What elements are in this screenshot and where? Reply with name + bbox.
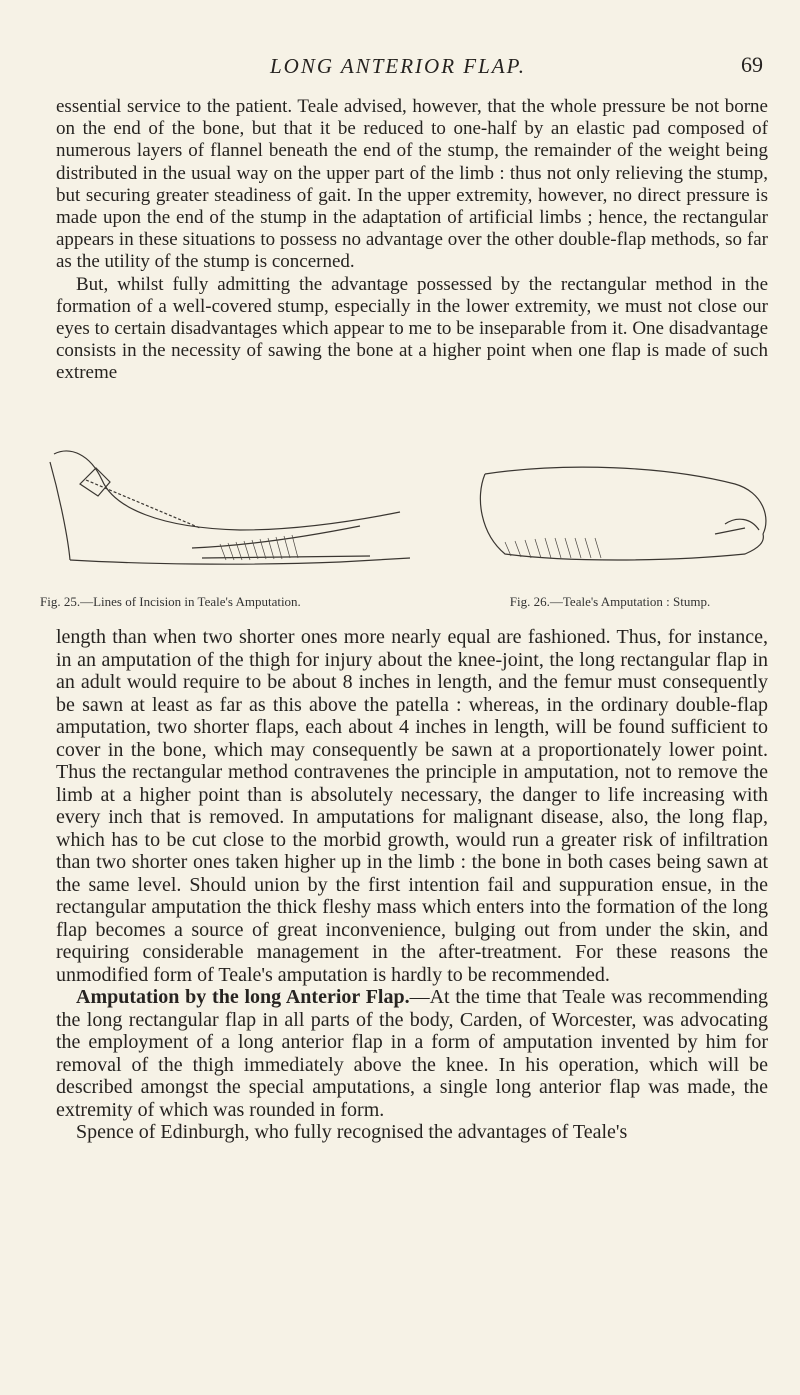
running-head — [0, 40, 800, 80]
figure-25 — [40, 438, 430, 610]
paragraph-amputation-long-anterior-flap — [56, 986, 768, 1121]
running-title: LONG ANTERIOR FLAP. — [270, 54, 526, 78]
stump-illustration — [445, 438, 775, 588]
incision-lines-illustration — [40, 438, 430, 588]
page-number: 69 — [741, 52, 763, 77]
section-heading: Amputation by the long Anterior Flap. — [76, 986, 410, 1008]
paragraph: essential service to the patient. Teale advised, however, that the whole pressure be not borne on the end of the bone, but that it be reduced to one-half by an elastic pad composed of numerous layers of flannel beneath the end of the stump, the remainder of the weight being distributed in the usual way on the upper part of the limb : thus not only relieving the stump, but securing greater steadiness of gait. In the upper extremity, however, no direct pressure is made upon the end of the stump in the adaptation of artificial limbs ; hence, the rectangular appears in these situations to possess no advantage over the other double-flap methods, so far as the utility of the stump is concerned. — [56, 96, 768, 273]
figure-26 — [445, 438, 775, 610]
section-text: —At the time that Teale was recommending the long rectangular flap in all parts of the body, Carden, of Worcester, was advocating the employment of a long anterior flap in a form of amputation invented by him for removal of the thigh immediately above the knee. In his operation, which will be described amongst the special amputations, a single long anterior flap was made, the extremity of which was rounded in form. — [56, 986, 768, 1121]
figure-25-caption: Fig. 25.—Lines of Incision in Teale's Amputation. — [40, 594, 301, 609]
body-text-lower — [56, 626, 768, 1144]
paragraph: Spence of Edinburgh, who fully recognised the advantages of Teale's — [76, 1121, 628, 1143]
body-text-upper — [56, 96, 768, 385]
figures-row — [40, 438, 770, 623]
paragraph: But, whilst fully admitting the advantage possessed by the rectangular method in the formation of a well-covered stump, especially in the lower extremity, we must not close our eyes to certain disadvantages which appear to me to be inseparable from it. One disadvantage consists in the necessity of sawing the bone at a higher point when one flap is made of such extreme — [56, 273, 768, 384]
paragraph: length than when two shorter ones more nearly equal are fashioned. Thus, for instance, in an amputation of the thigh for injury about the knee-joint, the long rectangular flap in an adult would require to be about 8 inches in length, and the femur must consequently be sawn at least as far as this above the patella : whereas, in the ordinary double-flap amputation, two shorter flaps, each about 4 inches in length, will be found sufficient to cover in the bone, which may consequently be sawn at a proportionately lower point. Thus the rectangular method contravenes the principle in amputation, not to remove the limb at a higher point than is absolutely necessary, the danger to life increasing with every inch that is removed. In amputations for malignant disease, also, the long flap, which has to be cut close to the morbid growth, would run a greater risk of infiltration than two shorter ones taken higher up in the limb : the bone in both cases being sawn at the same level. Should union by the first intention fail and suppuration ensue, in the rectangular amputation the thick fleshy mass which enters into the formation of the long flap becomes a source of great inconvenience, bulging out from under the skin, and requiring considerable management in the after-treatment. For these reasons the unmodified form of Teale's amputation is hardly to be recommended. — [56, 626, 768, 986]
figure-26-caption: Fig. 26.—Teale's Amputation : Stump. — [509, 594, 711, 609]
